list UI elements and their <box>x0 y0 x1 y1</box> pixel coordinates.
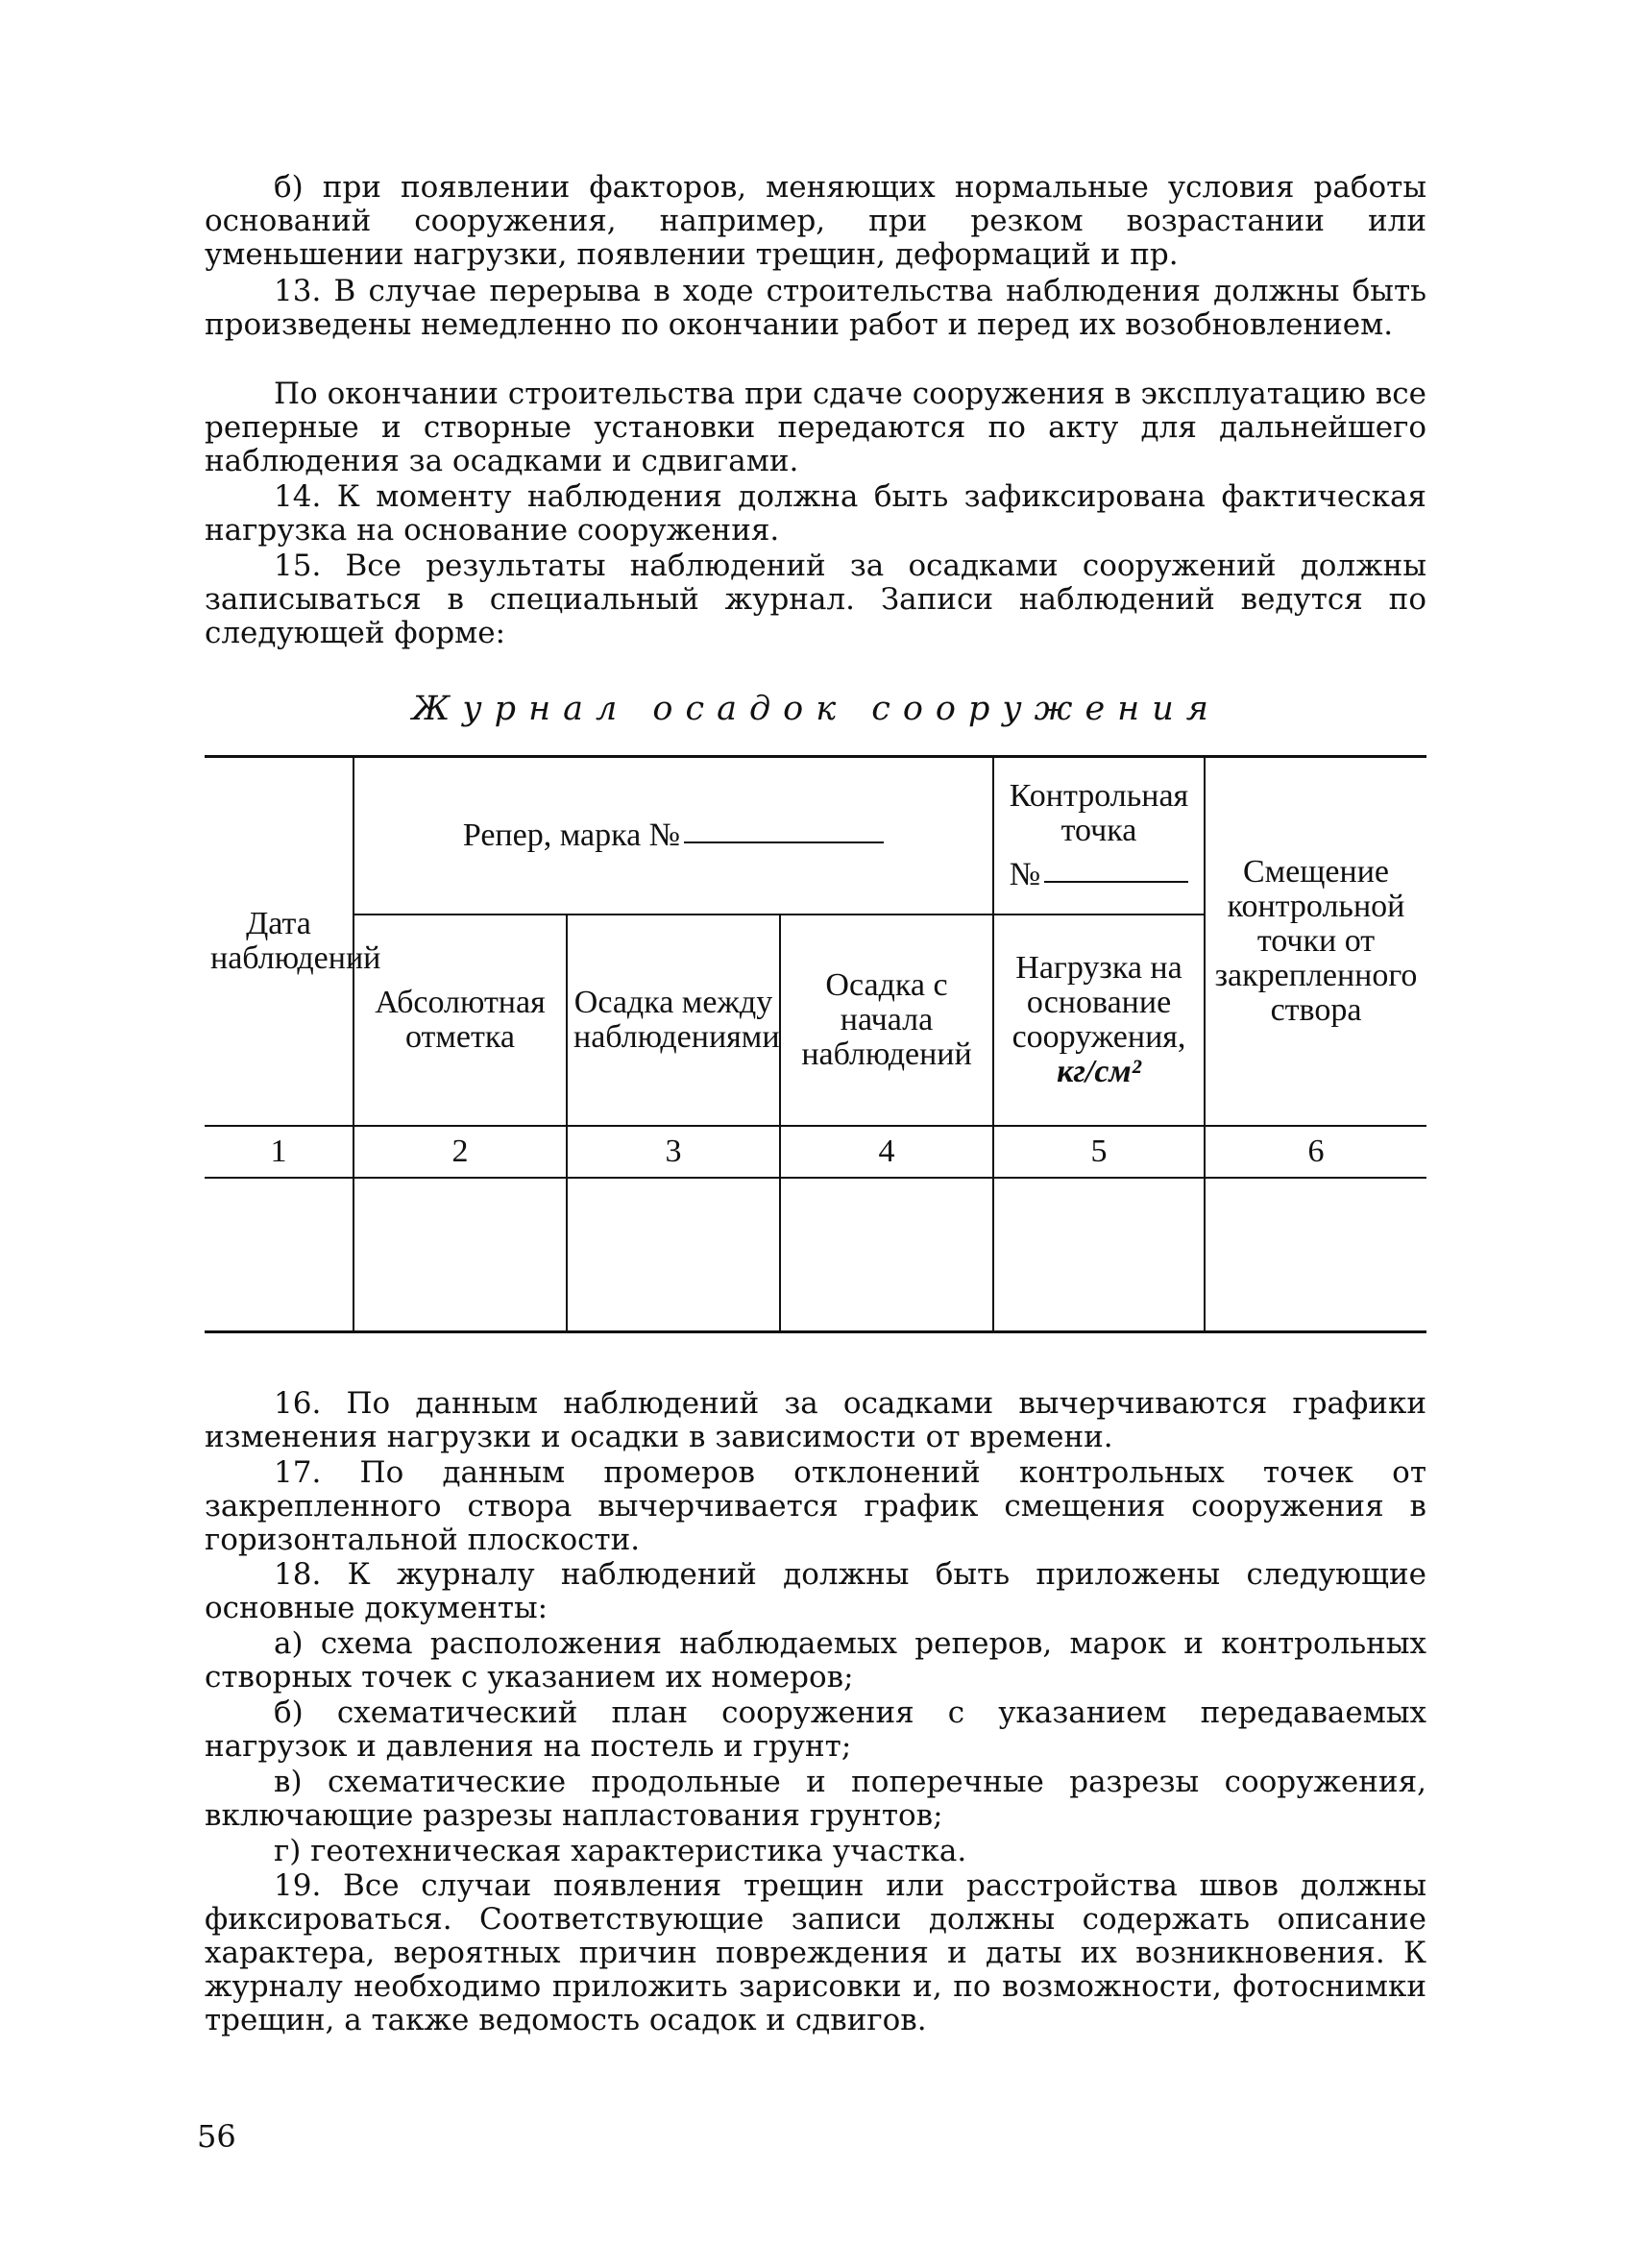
paragraph-18-v: в) схематические продольные и поперечные разрезы сооружения, включающие разрезы напластования грунтов; <box>205 1765 1426 1833</box>
table-header-row <box>205 757 1426 915</box>
reper-number-blank <box>684 841 884 843</box>
header-date: Дата наблюдений <box>205 757 353 1126</box>
paragraph-18-b: б) схематический план сооружения с указанием передаваемых нагрузок и давления на постель и грунт; <box>205 1695 1426 1764</box>
empty-cell <box>205 1178 353 1332</box>
column-number: 4 <box>780 1126 993 1178</box>
column-number: 1 <box>205 1126 353 1178</box>
header-settlement-between: Осадка между наблюдениями <box>567 915 780 1126</box>
column-number: 3 <box>567 1126 780 1178</box>
paragraph-after-construction: По окончании строительства при сдаче сооружения в эксплуатацию все реперные и створные установки передаются по акту для дальнейшего наблюдения за осадками и сдвигами. <box>205 377 1426 478</box>
paragraph-13: 13. В случае перерыва в ходе строительства наблюдения должны быть произведены немедленно по окончании работ и перед их возобновлением. <box>205 274 1426 342</box>
empty-cell <box>567 1178 780 1332</box>
header-absolute-mark: Абсолютная отметка <box>353 915 567 1126</box>
paragraph-15: 15. Все результаты наблюдений за осадками сооружений должны записываться в специальный журнал. Записи наблюдений ведутся по следующей форме: <box>205 549 1426 650</box>
header-load-unit: кг/см² <box>1057 1053 1141 1089</box>
page-number: 56 <box>197 2118 236 2155</box>
paragraph-b-factors: б) при появлении факторов, меняющих нормальные условия работы оснований сооружения, например, при резком возрастании или уменьшении нагрузки, появлении трещин, деформаций и пр. <box>205 170 1426 272</box>
paragraph-14: 14. К моменту наблюдения должна быть зафиксирована фактическая нагрузка на основание сооружения. <box>205 479 1426 548</box>
column-number: 6 <box>1205 1126 1426 1178</box>
empty-cell <box>1205 1178 1426 1332</box>
paragraph-18-a: а) схема расположения наблюдаемых реперов, марок и контрольных створных точек с указанием их номеров; <box>205 1626 1426 1695</box>
settlement-journal-table <box>205 755 1426 1333</box>
header-control-point-label: Контрольная точка <box>1009 777 1189 848</box>
header-settlement-since-start: Осадка с начала наблюдений <box>780 915 993 1126</box>
column-number-row <box>205 1126 1426 1178</box>
header-load-label: Нагрузка на основание сооружения, <box>1011 949 1186 1055</box>
header-load <box>993 915 1205 1126</box>
column-number: 2 <box>353 1126 567 1178</box>
paragraph-17: 17. По данным промеров отклонений контрольных точек от закрепленного створа вычерчивается график смещения сооружения в горизонтальной плоскости. <box>205 1455 1426 1557</box>
control-point-number-blank <box>1044 881 1188 883</box>
paragraph-18: 18. К журналу наблюдений должны быть приложены следующие основные документы: <box>205 1557 1426 1625</box>
header-control-point-group <box>993 757 1205 915</box>
empty-cell <box>353 1178 567 1332</box>
header-reper-label: Репер, марка № <box>462 817 681 853</box>
header-control-point-number: № <box>1009 856 1041 892</box>
paragraph-18-g: г) геотехническая характеристика участка. <box>274 1834 967 1868</box>
header-reper-group <box>353 757 993 915</box>
empty-entry-row <box>205 1178 1426 1332</box>
header-displacement: Смещение контрольной точки от закрепленного створа <box>1205 757 1426 1126</box>
paragraph-19: 19. Все случаи появления трещин или расстройства швов должны фиксироваться. Соответствующие записи должны содержать описание характера, вероятных причин повреждения и даты их возникновения. К журналу необходимо приложить зарисовки и, по возможности, фотоснимки трещин, а также ведомость осадок и сдвигов. <box>205 1868 1426 2037</box>
empty-cell <box>993 1178 1205 1332</box>
empty-cell <box>780 1178 993 1332</box>
paragraph-16: 16. По данным наблюдений за осадками вычерчиваются графики изменения нагрузки и осадки в зависимости от времени. <box>205 1386 1426 1454</box>
column-number: 5 <box>993 1126 1205 1178</box>
journal-title: Журнал осадок сооружения <box>412 690 1221 728</box>
